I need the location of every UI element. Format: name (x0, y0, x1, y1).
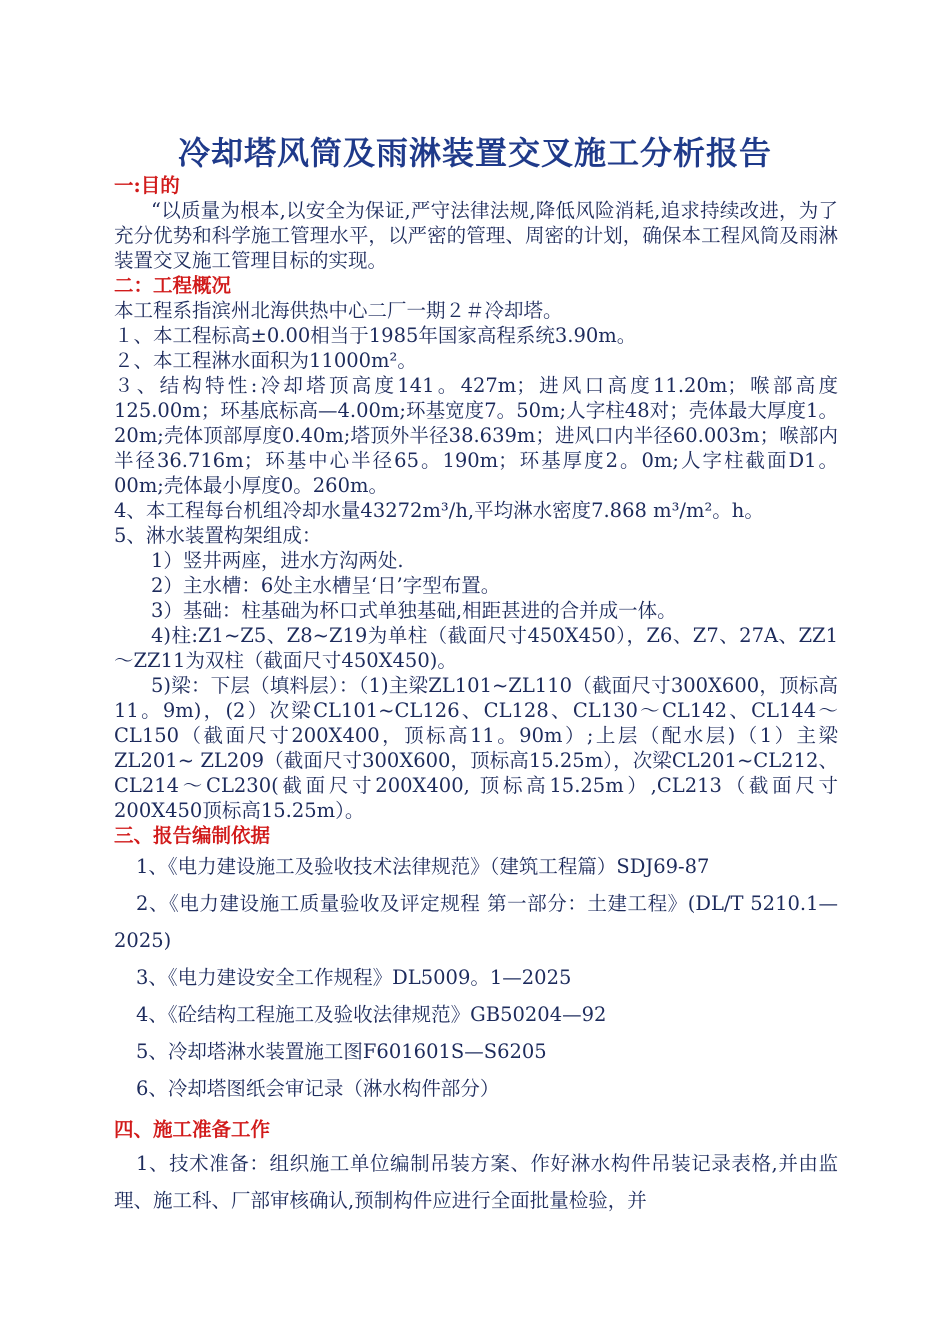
reference-item: 3、《电力建设安全工作规程》DL5009。1—2025 (136, 966, 572, 989)
reference-item: 2、《电力建设施工质量验收及评定规程 第一部分：土建工程》(DL/T 5210.1—2025) (114, 892, 838, 952)
overview-item-2: ２、本工程淋水面积为11000m²。 (114, 349, 417, 372)
reference-item: 5、冷却塔淋水装置施工图F601601S—S6205 (136, 1040, 547, 1063)
document-body (114, 173, 838, 1219)
overview-sub-1: 1）竖井两座，进水方沟两处. (151, 549, 404, 572)
preparation-paragraph: 1、技术准备：组织施工单位编制吊装方案、作好淋水构件吊装记录表格,并由监理、施工科、厂部审核确认,预制构件应进行全面批量检验，并 (114, 1152, 838, 1212)
purpose-paragraph: “以质量为根本,以安全为保证,严守法律法规,降低风险消耗,追求持续改进，为了充分优势和科学施工管理水平，以严密的管理、周密的计划，确保本工程风筒及雨淋装置交叉施工管理目标的实现。 (114, 199, 838, 272)
overview-item-5: 5、淋水装置构架组成： (114, 524, 322, 547)
reference-item: 6、冷却塔图纸会审记录（淋水构件部分） (136, 1077, 500, 1100)
reference-item: 4、《砼结构工程施工及验收法律规范》GB50204—92 (136, 1003, 607, 1026)
overview-item-4: 4、本工程每台机组冷却水量43272m³/h,平均淋水密度7.868 m³/m²。h。 (114, 499, 764, 522)
overview-item-3: ３、结构特性:冷却塔顶高度141。427m；进风口高度11.20m；喉部高度125.00m；环基底标高—4.00m;环基宽度7。50m;人字柱48对；壳体最大厚度1。20m;壳体顶部厚度0.40m;塔顶外半径38.639m；进风口内半径60.003m；喉部内半径36.716m；环基中心半径65。190m；环基厚度2。0m;人字柱截面D1。00m;壳体最小厚度0。260m。 (114, 374, 838, 497)
section-heading-purpose: 一:目的 (114, 174, 180, 197)
page-title: 冷却塔风筒及雨淋装置交叉施工分析报告 (177, 134, 772, 172)
section-heading-basis: 三、报告编制依据 (114, 824, 271, 847)
overview-item-1: １、本工程标高±0.00相当于1985年国家高程系统3.90m。 (114, 324, 637, 347)
section-heading-overview: 二：工程概况 (114, 274, 232, 297)
overview-sub-3: 3）基础：柱基础为杯口式单独基础,相距甚进的合并成一体。 (151, 599, 677, 622)
reference-item: 1、《电力建设施工及验收技术法律规范》（建筑工程篇）SDJ69-87 (136, 855, 710, 878)
overview-sub-5: 5)梁：下层（填料层）：（1)主梁ZL101~ZL110（截面尺寸300X600，顶标高11。9m)，(2）次梁CL101~CL126、CL128、CL130～CL142、CL144～CL150（截面尺寸200X400，顶标高11。90m）;上层（配水层)（1）主梁ZL201~ ZL209（截面尺寸300X600，顶标高15.25m），次梁CL201~CL212、CL214～CL230(截面尺寸200X400, 顶标高15.25m）,CL213（截面尺寸200X450顶标高15.25m）。 (114, 674, 838, 822)
overview-sub-2: 2）主水槽：6处主水槽呈‘日’字型布置。 (151, 574, 501, 597)
section-heading-preparation: 四、施工准备工作 (114, 1118, 271, 1141)
overview-sub-4: 4)柱:Z1~Z5、Z8~Z19为单柱（截面尺寸450X450），Z6、Z7、27A、ZZ1～ZZ11为双柱（截面尺寸450X450)。 (114, 624, 838, 672)
overview-intro: 本工程系指滨州北海供热中心二厂一期２＃冷却塔。 (114, 299, 563, 322)
